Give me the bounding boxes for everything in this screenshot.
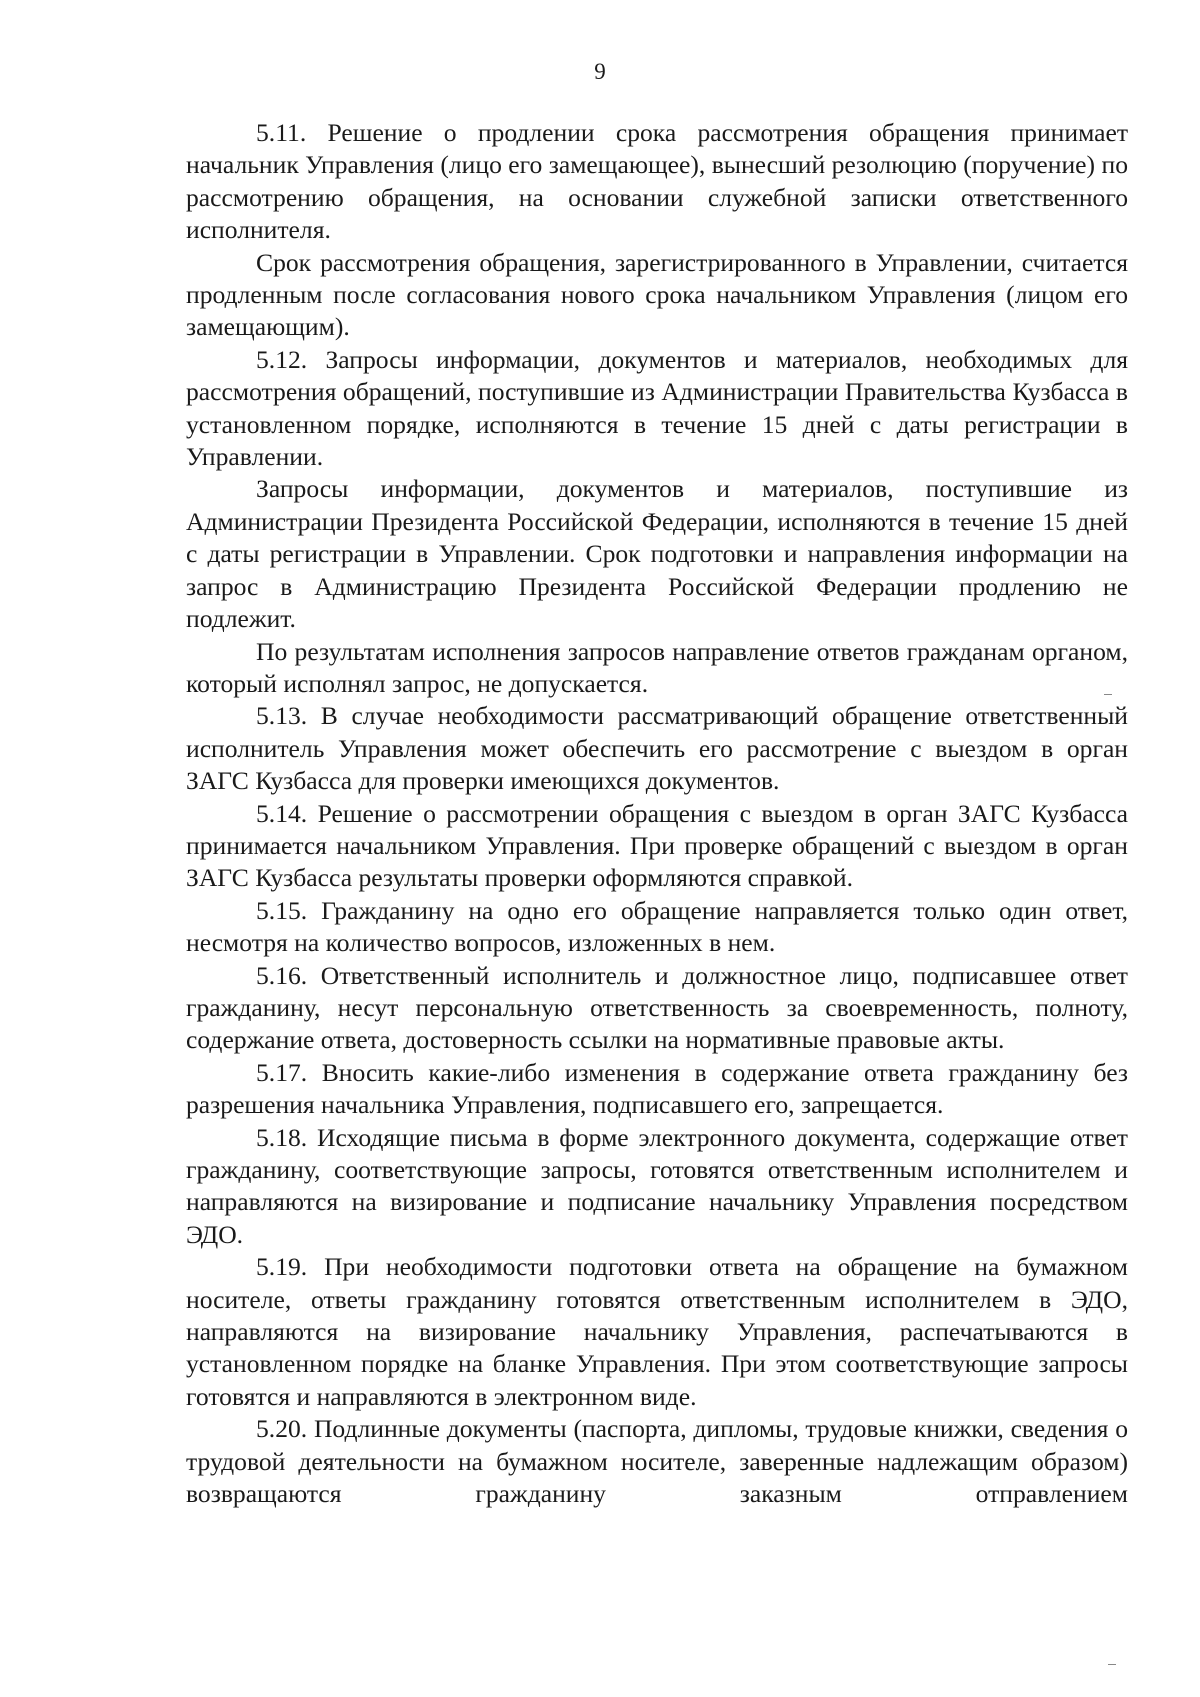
paragraph-5-12-results: По результатам исполнения запросов направление ответов гражданам органом, который исполнял запрос, не допускается. <box>186 636 1128 698</box>
paragraph-5-19: 5.19. При необходимости подготовки ответа на обращение на бумажном носителе, ответы гражданину готовятся ответственным исполнителем в ЭДО, направляются на визирование начальнику Управления, распечатываются в установленном порядке на бланке Управления. При этом соответствующие запросы готовятся и направляются в электронном виде. <box>186 1252 1128 1411</box>
paragraph-5-15: 5.15. Гражданину на одно его обращение направляется только один ответ, несмотря на количество вопросов, изложенных в нем. <box>186 895 1128 958</box>
paragraph-5-13: 5.13. В случае необходимости рассматривающий обращение ответственный исполнитель Управления может обеспечить его рассмотрение с выездом в орган ЗАГС Кузбасса для проверки имеющихся документов. <box>186 701 1128 796</box>
paragraph-5-20: 5.20. Подлинные документы (паспорта, дипломы, трудовые книжки, сведения о трудовой деятельности на бумажном носителе, заверенные надлежащим образом) возвращаются гражданину заказным отправлением <box>186 1414 1128 1509</box>
paragraph-5-16: 5.16. Ответственный исполнитель и должностное лицо, подписавшее ответ гражданину, несут персональную ответственность за своевременность, полноту, содержание ответа, достоверность ссылки на нормативные правовые акты. <box>186 960 1128 1055</box>
paragraph-5-18: 5.18. Исходящие письма в форме электронного документа, содержащие ответ гражданину, соответствующие запросы, готовятся ответственным исполнителем и направляются на визирование и подписание начальнику Управления посредством ЭДО. <box>186 1122 1128 1249</box>
paragraph-5-11-term: Срок рассмотрения обращения, зарегистрированного в Управлении, считается продленным после согласования нового срока начальником Управления (лицом его замещающим). <box>186 247 1128 342</box>
paragraph-5-12: 5.12. Запросы информации, документов и материалов, необходимых для рассмотрения обращений, поступившие из Администрации Правительства Кузбасса в установленном порядке, исполняются в течение 15 дней с даты регистрации в Управлении. <box>186 344 1128 472</box>
paragraph-5-11: 5.11. Решение о продлении срока рассмотрения обращения принимает начальник Управления (лицо его замещающее), вынесший резолюцию (поручение) по рассмотрению обращения, на основании служебной записки ответственного исполнителя. <box>186 118 1128 245</box>
scan-speck <box>1108 1664 1116 1665</box>
document-body <box>186 117 1128 1510</box>
scan-speck <box>1104 694 1112 695</box>
paragraph-5-17: 5.17. Вносить какие-либо изменения в содержание ответа гражданину без разрешения начальника Управления, подписавшего его, запрещается. <box>186 1057 1128 1120</box>
page-number: 9 <box>594 59 606 84</box>
paragraph-5-14: 5.14. Решение о рассмотрении обращения с выездом в орган ЗАГС Кузбасса принимается начальником Управления. При проверке обращений с выездом в орган ЗАГС Кузбасса результаты проверки оформляются справкой. <box>186 798 1128 893</box>
paragraph-5-12-president: Запросы информации, документов и материалов, поступившие из Администрации Президента Российской Федерации, исполняются в течение 15 дней с даты регистрации в Управлении. Срок подготовки и направления информации на запрос в Администрацию Президента Российской Федерации продлению не подлежит. <box>186 474 1128 634</box>
